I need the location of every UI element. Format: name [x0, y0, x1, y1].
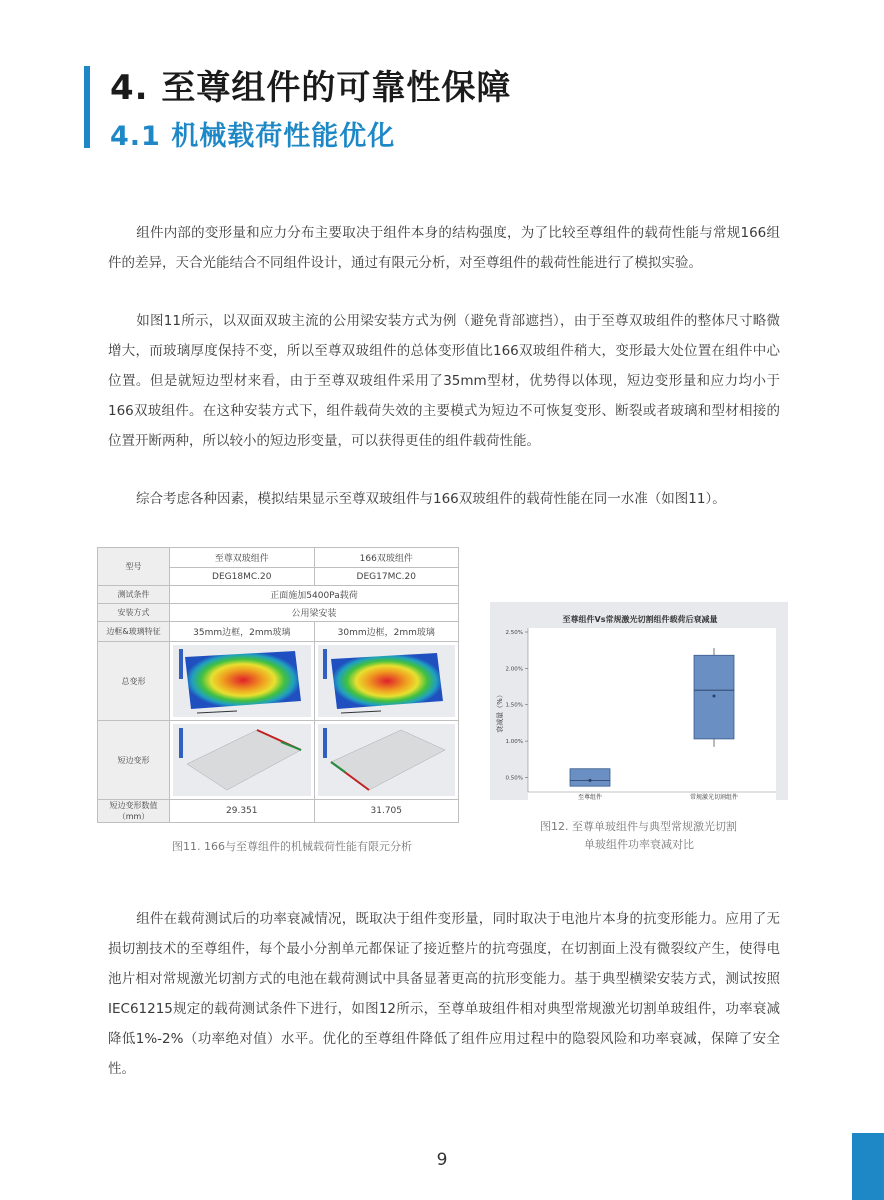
- short-deform-sim-1: [170, 721, 315, 800]
- install-method: 公用梁安装: [170, 604, 459, 622]
- figure-11-caption: 图11. 166与至尊组件的机械载荷性能有限元分析: [172, 840, 412, 853]
- total-deform-heatmap-1: [177, 645, 307, 717]
- subsection-title: 4.1 机械载荷性能优化: [110, 121, 396, 152]
- row-label-short-value: 短边变形数值（mm）: [98, 800, 170, 823]
- row-label-frame: 边框&玻璃特征: [98, 622, 170, 642]
- test-condition: 正面施加5400Pa载荷: [170, 586, 459, 604]
- paragraph-3: [108, 484, 780, 514]
- mean-point-0: [589, 779, 592, 782]
- row-label-install: 安装方式: [98, 604, 170, 622]
- x-category-label-1: 常规激光切割组件: [689, 794, 739, 800]
- short-deform-sim-2: [314, 721, 459, 800]
- col2-model: DEG17MC.20: [314, 568, 459, 586]
- paragraph-4: [108, 904, 780, 1084]
- col1-model: DEG18MC.20: [170, 568, 315, 586]
- col1-short-value: 29.351: [170, 800, 315, 823]
- y-axis-label: 衰减量（%）: [496, 691, 504, 733]
- row-label-total-deform: 总变形: [98, 642, 170, 721]
- figure-12-caption: [540, 818, 760, 854]
- col1-frame: 35mm边框，2mm玻璃: [170, 622, 315, 642]
- paragraph-1-text: 组件内部的变形量和应力分布主要取决于组件本身的结构强度，为了比较至尊组件的载荷性能与常规166组件的差异，天合光能结合不同组件设计，通过有限元分析，对至尊组件的载荷性能进行了模拟实验。: [108, 225, 780, 271]
- figure-12-caption-line-1: 图12. 至尊单玻组件与典型常规激光切割: [540, 820, 737, 833]
- page-side-tab: [852, 1133, 884, 1200]
- figure-12-caption-line-2: 单玻组件功率衰减对比: [584, 838, 694, 851]
- y-tick-label-4: 2.50%: [505, 630, 523, 636]
- page-number: 9: [436, 1150, 448, 1170]
- col2-frame: 30mm边框，2mm玻璃: [314, 622, 459, 642]
- paragraph-4-text: 组件在载荷测试后的功率衰减情况，既取决于组件变形量，同时取决于电池片本身的抗变形能力。应用了无损切割技术的至尊组件，每个最小分割单元都保证了接近整片的抗弯强度，在切割面上没有微裂纹产生，使得电池片相对常规激光切割方式的电池在载荷测试中具备显著更高的抗形变能力。基于典型横梁安装方式，测试按照IEC61215规定的载荷测试条件下进行，如图12所示，至尊单玻组件相对典型常规激光切割单玻组件，功率衰减降低1%-2%（功率绝对值）水平。优化的至尊组件降低了组件应用过程中的隐裂风险和功率衰减，保障了安全性。: [108, 911, 780, 1077]
- total-deform-heatmap-2: [321, 645, 451, 717]
- paragraph-3-text: 综合考虑各种因素，模拟结果显示至尊双玻组件与166双玻组件的载荷性能在同一水准（如图11）。: [136, 491, 726, 507]
- section-title: 4. 至尊组件的可靠性保障: [110, 68, 512, 108]
- mean-point-1: [713, 695, 716, 698]
- box-0: [570, 769, 610, 786]
- paragraph-2: [108, 306, 780, 456]
- col2-header: 166双玻组件: [314, 548, 459, 568]
- col1-header: 至尊双玻组件: [170, 548, 315, 568]
- chart-title: 至尊组件Vs常规激光切割组件载荷后衰减量: [562, 615, 718, 624]
- y-tick-label-0: 0.50%: [505, 775, 523, 782]
- plot-area: [528, 628, 776, 800]
- short-deform-render-2: [321, 724, 451, 796]
- box-plot-chart: [490, 602, 788, 800]
- heading-accent-bar: [84, 66, 90, 148]
- y-tick-label-2: 1.50%: [505, 702, 523, 709]
- short-deform-render-1: [177, 724, 307, 796]
- paragraph-2-text: 如图11所示，以双面双玻主流的公用梁安装方式为例（避免背部遮挡），由于至尊双玻组件的整体尺寸略微增大，而玻璃厚度保持不变，所以至尊双玻组件的总体变形值比166双玻组件稍大，变形最大处位置在组件中心位置。但是就短边型材来看，由于至尊双玻组件采用了35mm型材，优势得以体现，短边变形量和应力均小于166双玻组件。在这种安装方式下，组件载荷失效的主要模式为短边不可恢复变形、断裂或者玻璃和型材相接的位置开断两种，所以较小的短边形变量，可以获得更佳的组件载荷性能。: [108, 313, 780, 449]
- row-label-model: 型号: [98, 548, 170, 586]
- total-deform-sim-1: [170, 642, 315, 721]
- col2-short-value: 31.705: [314, 800, 459, 823]
- paragraph-1: [108, 218, 780, 278]
- x-category-label-0: 至尊组件: [577, 794, 603, 800]
- fea-comparison-table: [97, 547, 459, 823]
- y-tick-label-3: 2.00%: [505, 666, 523, 673]
- row-label-short-deform: 短边变形: [98, 721, 170, 800]
- row-label-test: 测试条件: [98, 586, 170, 604]
- box-plot-svg: [490, 602, 788, 800]
- total-deform-sim-2: [314, 642, 459, 721]
- y-tick-label-1: 1.00%: [505, 739, 523, 746]
